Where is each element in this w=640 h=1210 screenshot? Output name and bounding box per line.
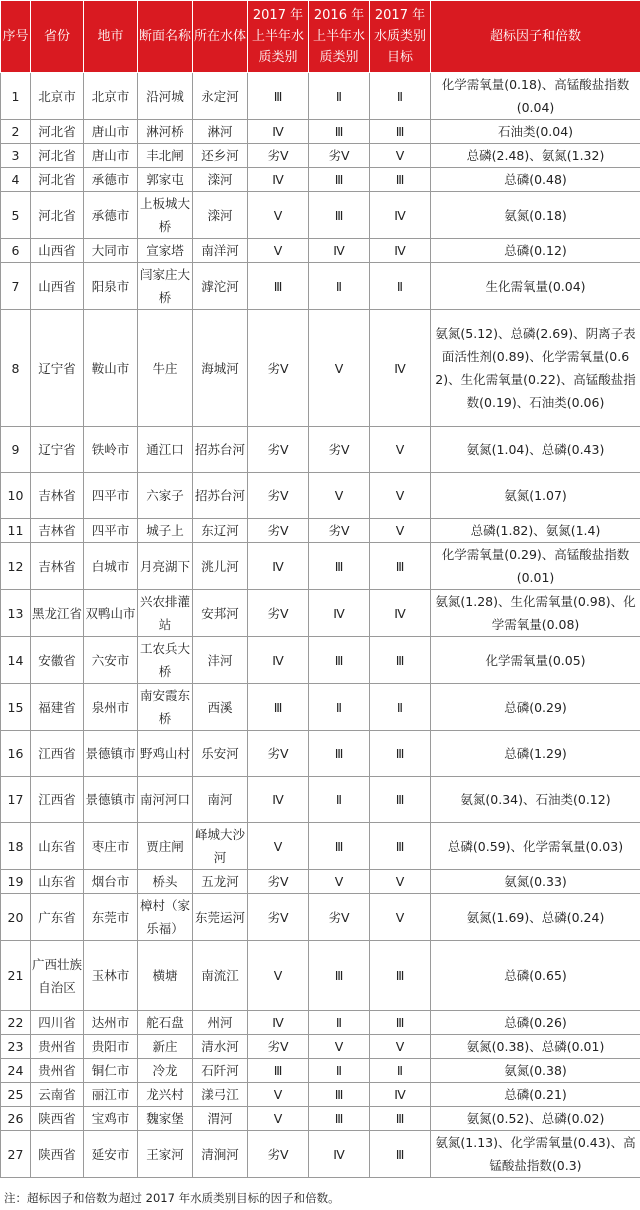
cell-no: 11	[1, 519, 31, 543]
cell-quality-2017: Ⅴ	[248, 239, 309, 263]
header-water-body: 所在水体	[193, 1, 248, 73]
cell-quality-2016: Ⅲ	[309, 823, 370, 870]
cell-province: 山东省	[31, 870, 84, 894]
table-row	[1, 263, 640, 310]
cell-section: 城子上	[138, 519, 193, 543]
cell-city: 泉州市	[84, 684, 138, 731]
cell-no: 1	[1, 73, 31, 120]
cell-target-2017: Ⅴ	[370, 427, 431, 473]
cell-exceed-factors: 氨氮(1.04)、总磷(0.43)	[431, 427, 640, 473]
cell-water-body: 还乡河	[193, 144, 248, 168]
table-row	[1, 894, 640, 941]
cell-city: 贵阳市	[84, 1035, 138, 1059]
cell-province: 辽宁省	[31, 310, 84, 427]
cell-target-2017: Ⅱ	[370, 1059, 431, 1083]
cell-quality-2016: 劣Ⅴ	[309, 427, 370, 473]
cell-exceed-factors: 石油类(0.04)	[431, 120, 640, 144]
cell-quality-2017: Ⅳ	[248, 120, 309, 144]
cell-water-body: 安邦河	[193, 590, 248, 637]
cell-water-body: 漾弓江	[193, 1083, 248, 1107]
cell-quality-2016: Ⅴ	[309, 473, 370, 519]
cell-section: 贾庄闸	[138, 823, 193, 870]
cell-target-2017: Ⅱ	[370, 73, 431, 120]
cell-quality-2016: Ⅲ	[309, 731, 370, 777]
cell-section: 工农兵大桥	[138, 637, 193, 684]
table-row	[1, 1011, 640, 1035]
cell-target-2017: Ⅴ	[370, 144, 431, 168]
cell-province: 辽宁省	[31, 427, 84, 473]
table-row	[1, 519, 640, 543]
cell-province: 贵州省	[31, 1059, 84, 1083]
cell-exceed-factors: 氨氮(0.18)	[431, 192, 640, 239]
footnote: 注：超标因子和倍数为超过 2017 年水质类别目标的因子和倍数。	[4, 1191, 340, 1205]
header-city: 地市	[84, 1, 138, 73]
cell-quality-2017: Ⅲ	[248, 263, 309, 310]
cell-no: 18	[1, 823, 31, 870]
cell-exceed-factors: 化学需氧量(0.29)、高锰酸盐指数(0.01)	[431, 543, 640, 590]
cell-province: 陕西省	[31, 1107, 84, 1131]
cell-province: 山东省	[31, 823, 84, 870]
cell-city: 延安市	[84, 1131, 138, 1178]
cell-water-body: 招苏台河	[193, 427, 248, 473]
cell-no: 27	[1, 1131, 31, 1178]
cell-section: 郭家屯	[138, 168, 193, 192]
cell-province: 云南省	[31, 1083, 84, 1107]
cell-target-2017: Ⅲ	[370, 823, 431, 870]
cell-target-2017: Ⅳ	[370, 590, 431, 637]
table-header-row	[1, 1, 640, 73]
cell-exceed-factors: 总磷(0.26)	[431, 1011, 640, 1035]
cell-exceed-factors: 总磷(0.65)	[431, 941, 640, 1011]
cell-quality-2017: 劣Ⅴ	[248, 1131, 309, 1178]
cell-city: 景德镇市	[84, 731, 138, 777]
cell-no: 23	[1, 1035, 31, 1059]
cell-quality-2017: 劣Ⅴ	[248, 870, 309, 894]
cell-section: 魏家堡	[138, 1107, 193, 1131]
table-row	[1, 637, 640, 684]
header-province: 省份	[31, 1, 84, 73]
cell-city: 双鸭山市	[84, 590, 138, 637]
cell-no: 12	[1, 543, 31, 590]
cell-quality-2017: 劣Ⅴ	[248, 519, 309, 543]
cell-section: 龙兴村	[138, 1083, 193, 1107]
cell-no: 7	[1, 263, 31, 310]
cell-quality-2016: Ⅲ	[309, 168, 370, 192]
cell-water-body: 滦河	[193, 168, 248, 192]
cell-no: 3	[1, 144, 31, 168]
cell-city: 铜仁市	[84, 1059, 138, 1083]
cell-province: 河北省	[31, 144, 84, 168]
cell-target-2017: Ⅲ	[370, 777, 431, 823]
cell-city: 阳泉市	[84, 263, 138, 310]
cell-province: 河北省	[31, 120, 84, 144]
header-quality-2017: 2017 年上半年水质类别	[248, 1, 309, 73]
cell-exceed-factors: 氨氮(1.69)、总磷(0.24)	[431, 894, 640, 941]
cell-province: 福建省	[31, 684, 84, 731]
table-row	[1, 473, 640, 519]
cell-no: 20	[1, 894, 31, 941]
cell-exceed-factors: 总磷(0.59)、化学需氧量(0.03)	[431, 823, 640, 870]
header-target-2017: 2017 年水质类别目标	[370, 1, 431, 73]
cell-target-2017: Ⅴ	[370, 870, 431, 894]
cell-target-2017: Ⅲ	[370, 731, 431, 777]
table-row	[1, 427, 640, 473]
cell-city: 唐山市	[84, 120, 138, 144]
cell-no: 25	[1, 1083, 31, 1107]
cell-city: 丽江市	[84, 1083, 138, 1107]
cell-exceed-factors: 生化需氧量(0.04)	[431, 263, 640, 310]
cell-no: 14	[1, 637, 31, 684]
cell-quality-2017: 劣Ⅴ	[248, 894, 309, 941]
cell-city: 鞍山市	[84, 310, 138, 427]
cell-quality-2017: Ⅴ	[248, 1083, 309, 1107]
cell-quality-2016: Ⅲ	[309, 192, 370, 239]
cell-water-body: 洮儿河	[193, 543, 248, 590]
cell-quality-2016: Ⅱ	[309, 73, 370, 120]
cell-quality-2016: Ⅱ	[309, 1011, 370, 1035]
cell-water-body: 清涧河	[193, 1131, 248, 1178]
cell-quality-2016: Ⅱ	[309, 684, 370, 731]
cell-section: 舵石盘	[138, 1011, 193, 1035]
cell-quality-2016: Ⅳ	[309, 1131, 370, 1178]
cell-water-body: 五龙河	[193, 870, 248, 894]
cell-target-2017: Ⅳ	[370, 192, 431, 239]
cell-target-2017: Ⅲ	[370, 543, 431, 590]
table-row	[1, 1059, 640, 1083]
cell-section: 新庄	[138, 1035, 193, 1059]
cell-section: 樟村（家乐福）	[138, 894, 193, 941]
cell-no: 21	[1, 941, 31, 1011]
cell-quality-2017: Ⅴ	[248, 823, 309, 870]
table-row	[1, 1035, 640, 1059]
cell-quality-2016: Ⅳ	[309, 590, 370, 637]
cell-exceed-factors: 化学需氧量(0.18)、高锰酸盐指数(0.04)	[431, 73, 640, 120]
cell-province: 河北省	[31, 192, 84, 239]
cell-city: 东莞市	[84, 894, 138, 941]
cell-province: 吉林省	[31, 543, 84, 590]
table-row	[1, 73, 640, 120]
cell-quality-2017: Ⅴ	[248, 192, 309, 239]
table-row	[1, 777, 640, 823]
table-row	[1, 1131, 640, 1178]
cell-exceed-factors: 氨氮(0.52)、总磷(0.02)	[431, 1107, 640, 1131]
cell-section: 宣家塔	[138, 239, 193, 263]
cell-quality-2017: Ⅲ	[248, 1059, 309, 1083]
cell-exceed-factors: 氨氮(1.07)	[431, 473, 640, 519]
cell-water-body: 沣河	[193, 637, 248, 684]
cell-target-2017: Ⅴ	[370, 473, 431, 519]
cell-province: 安徽省	[31, 637, 84, 684]
cell-no: 8	[1, 310, 31, 427]
cell-quality-2016: Ⅱ	[309, 263, 370, 310]
cell-province: 江西省	[31, 777, 84, 823]
cell-quality-2016: Ⅱ	[309, 777, 370, 823]
cell-no: 16	[1, 731, 31, 777]
cell-water-body: 石阡河	[193, 1059, 248, 1083]
cell-no: 17	[1, 777, 31, 823]
cell-quality-2016: 劣Ⅴ	[309, 144, 370, 168]
cell-quality-2016: Ⅲ	[309, 637, 370, 684]
cell-target-2017: Ⅲ	[370, 941, 431, 1011]
cell-no: 15	[1, 684, 31, 731]
cell-city: 白城市	[84, 543, 138, 590]
cell-target-2017: Ⅲ	[370, 168, 431, 192]
table-row	[1, 684, 640, 731]
cell-target-2017: Ⅱ	[370, 263, 431, 310]
cell-province: 陕西省	[31, 1131, 84, 1178]
cell-water-body: 清水河	[193, 1035, 248, 1059]
cell-section: 沿河城	[138, 73, 193, 120]
cell-quality-2017: Ⅳ	[248, 168, 309, 192]
cell-quality-2016: Ⅴ	[309, 870, 370, 894]
cell-no: 9	[1, 427, 31, 473]
cell-target-2017: Ⅲ	[370, 1107, 431, 1131]
cell-city: 大同市	[84, 239, 138, 263]
cell-city: 四平市	[84, 473, 138, 519]
cell-quality-2017: 劣Ⅴ	[248, 144, 309, 168]
cell-section: 兴农排灌站	[138, 590, 193, 637]
table-row	[1, 731, 640, 777]
table-row	[1, 543, 640, 590]
cell-water-body: 东莞运河	[193, 894, 248, 941]
header-exceed-factors: 超标因子和倍数	[431, 1, 640, 73]
cell-exceed-factors: 氨氮(0.38)、总磷(0.01)	[431, 1035, 640, 1059]
cell-province: 江西省	[31, 731, 84, 777]
cell-quality-2016: Ⅲ	[309, 1107, 370, 1131]
cell-target-2017: Ⅲ	[370, 637, 431, 684]
cell-city: 枣庄市	[84, 823, 138, 870]
cell-province: 广西壮族自治区	[31, 941, 84, 1011]
cell-target-2017: Ⅴ	[370, 1035, 431, 1059]
cell-quality-2017: Ⅴ	[248, 1107, 309, 1131]
cell-water-body: 南河	[193, 777, 248, 823]
cell-water-body: 南流江	[193, 941, 248, 1011]
cell-province: 四川省	[31, 1011, 84, 1035]
cell-target-2017: Ⅲ	[370, 1011, 431, 1035]
cell-city: 宝鸡市	[84, 1107, 138, 1131]
cell-water-body: 滦河	[193, 192, 248, 239]
cell-water-body: 南洋河	[193, 239, 248, 263]
cell-province: 贵州省	[31, 1035, 84, 1059]
cell-quality-2016: Ⅲ	[309, 1083, 370, 1107]
cell-province: 山西省	[31, 239, 84, 263]
cell-water-body: 渭河	[193, 1107, 248, 1131]
cell-quality-2017: Ⅴ	[248, 941, 309, 1011]
cell-quality-2016: Ⅲ	[309, 941, 370, 1011]
table-row	[1, 1083, 640, 1107]
cell-quality-2017: Ⅲ	[248, 684, 309, 731]
cell-quality-2016: 劣Ⅴ	[309, 894, 370, 941]
table-row	[1, 310, 640, 427]
table-row	[1, 192, 640, 239]
cell-quality-2016: Ⅲ	[309, 543, 370, 590]
cell-no: 26	[1, 1107, 31, 1131]
cell-quality-2016: 劣Ⅴ	[309, 519, 370, 543]
cell-quality-2017: 劣Ⅴ	[248, 731, 309, 777]
cell-water-body: 峄城大沙河	[193, 823, 248, 870]
cell-exceed-factors: 总磷(1.29)	[431, 731, 640, 777]
cell-exceed-factors: 氨氮(0.38)	[431, 1059, 640, 1083]
cell-quality-2017: Ⅳ	[248, 1011, 309, 1035]
cell-target-2017: Ⅳ	[370, 239, 431, 263]
cell-quality-2017: Ⅲ	[248, 73, 309, 120]
cell-target-2017: Ⅳ	[370, 310, 431, 427]
cell-water-body: 招苏台河	[193, 473, 248, 519]
cell-section: 丰北闸	[138, 144, 193, 168]
table-row	[1, 941, 640, 1011]
cell-section: 淋河桥	[138, 120, 193, 144]
table-row	[1, 120, 640, 144]
cell-city: 烟台市	[84, 870, 138, 894]
cell-target-2017: Ⅲ	[370, 120, 431, 144]
cell-province: 黑龙江省	[31, 590, 84, 637]
header-no: 序号	[1, 1, 31, 73]
header-section: 断面名称	[138, 1, 193, 73]
cell-province: 广东省	[31, 894, 84, 941]
cell-no: 5	[1, 192, 31, 239]
cell-exceed-factors: 总磷(0.48)	[431, 168, 640, 192]
cell-water-body: 永定河	[193, 73, 248, 120]
table-row	[1, 590, 640, 637]
cell-exceed-factors: 总磷(0.29)	[431, 684, 640, 731]
cell-no: 6	[1, 239, 31, 263]
cell-exceed-factors: 氨氮(0.33)	[431, 870, 640, 894]
cell-quality-2017: 劣Ⅴ	[248, 1035, 309, 1059]
cell-exceed-factors: 氨氮(5.12)、总磷(2.69)、阴离子表面活性剂(0.89)、化学需氧量(0.62)、生化需氧量(0.22)、高锰酸盐指数(0.19)、石油类(0.06)	[431, 310, 640, 427]
cell-province: 河北省	[31, 168, 84, 192]
cell-water-body: 州河	[193, 1011, 248, 1035]
cell-city: 达州市	[84, 1011, 138, 1035]
cell-city: 四平市	[84, 519, 138, 543]
cell-quality-2016: Ⅳ	[309, 239, 370, 263]
cell-city: 承德市	[84, 168, 138, 192]
cell-province: 北京市	[31, 73, 84, 120]
cell-exceed-factors: 氨氮(1.13)、化学需氧量(0.43)、高锰酸盐指数(0.3)	[431, 1131, 640, 1178]
cell-quality-2017: 劣Ⅴ	[248, 590, 309, 637]
cell-quality-2016: Ⅲ	[309, 120, 370, 144]
cell-target-2017: Ⅴ	[370, 519, 431, 543]
cell-quality-2017: Ⅳ	[248, 777, 309, 823]
cell-quality-2017: Ⅳ	[248, 637, 309, 684]
cell-section: 南河河口	[138, 777, 193, 823]
cell-exceed-factors: 总磷(0.21)	[431, 1083, 640, 1107]
table-row	[1, 1107, 640, 1131]
cell-section: 冷龙	[138, 1059, 193, 1083]
cell-no: 4	[1, 168, 31, 192]
cell-city: 六安市	[84, 637, 138, 684]
cell-city: 铁岭市	[84, 427, 138, 473]
cell-city: 北京市	[84, 73, 138, 120]
cell-quality-2016: Ⅴ	[309, 1035, 370, 1059]
cell-target-2017: Ⅱ	[370, 684, 431, 731]
cell-exceed-factors: 化学需氧量(0.05)	[431, 637, 640, 684]
cell-section: 六家子	[138, 473, 193, 519]
cell-exceed-factors: 总磷(1.82)、氨氮(1.4)	[431, 519, 640, 543]
cell-quality-2016: Ⅴ	[309, 310, 370, 427]
cell-water-body: 东辽河	[193, 519, 248, 543]
cell-no: 2	[1, 120, 31, 144]
header-quality-2016: 2016 年上半年水质类别	[309, 1, 370, 73]
cell-water-body: 海城河	[193, 310, 248, 427]
cell-city: 玉林市	[84, 941, 138, 1011]
cell-section: 牛庄	[138, 310, 193, 427]
table-row	[1, 144, 640, 168]
cell-province: 吉林省	[31, 473, 84, 519]
cell-section: 横塘	[138, 941, 193, 1011]
cell-section: 闫家庄大桥	[138, 263, 193, 310]
cell-province: 吉林省	[31, 519, 84, 543]
cell-section: 通江口	[138, 427, 193, 473]
table-row	[1, 239, 640, 263]
cell-quality-2016: Ⅱ	[309, 1059, 370, 1083]
cell-quality-2017: 劣Ⅴ	[248, 427, 309, 473]
cell-water-body: 滹沱河	[193, 263, 248, 310]
cell-exceed-factors: 氨氮(0.34)、石油类(0.12)	[431, 777, 640, 823]
cell-exceed-factors: 总磷(0.12)	[431, 239, 640, 263]
cell-quality-2017: 劣Ⅴ	[248, 310, 309, 427]
cell-no: 24	[1, 1059, 31, 1083]
cell-province: 山西省	[31, 263, 84, 310]
cell-no: 22	[1, 1011, 31, 1035]
cell-quality-2017: Ⅳ	[248, 543, 309, 590]
cell-city: 景德镇市	[84, 777, 138, 823]
cell-section: 月亮湖下	[138, 543, 193, 590]
cell-section: 上板城大桥	[138, 192, 193, 239]
table-body	[1, 73, 640, 1178]
cell-section: 南安霞东桥	[138, 684, 193, 731]
table-row	[1, 168, 640, 192]
cell-target-2017: Ⅲ	[370, 1131, 431, 1178]
cell-no: 10	[1, 473, 31, 519]
cell-quality-2017: 劣Ⅴ	[248, 473, 309, 519]
cell-water-body: 淋河	[193, 120, 248, 144]
cell-section: 王家河	[138, 1131, 193, 1178]
cell-water-body: 乐安河	[193, 731, 248, 777]
cell-exceed-factors: 氨氮(1.28)、生化需氧量(0.98)、化学需氧量(0.08)	[431, 590, 640, 637]
cell-section: 桥头	[138, 870, 193, 894]
table-row	[1, 823, 640, 870]
cell-section: 野鸡山村	[138, 731, 193, 777]
cell-city: 承德市	[84, 192, 138, 239]
cell-exceed-factors: 总磷(2.48)、氨氮(1.32)	[431, 144, 640, 168]
cell-target-2017: Ⅴ	[370, 894, 431, 941]
cell-no: 19	[1, 870, 31, 894]
table-row	[1, 870, 640, 894]
cell-city: 唐山市	[84, 144, 138, 168]
cell-target-2017: Ⅳ	[370, 1083, 431, 1107]
cell-no: 13	[1, 590, 31, 637]
cell-water-body: 西溪	[193, 684, 248, 731]
